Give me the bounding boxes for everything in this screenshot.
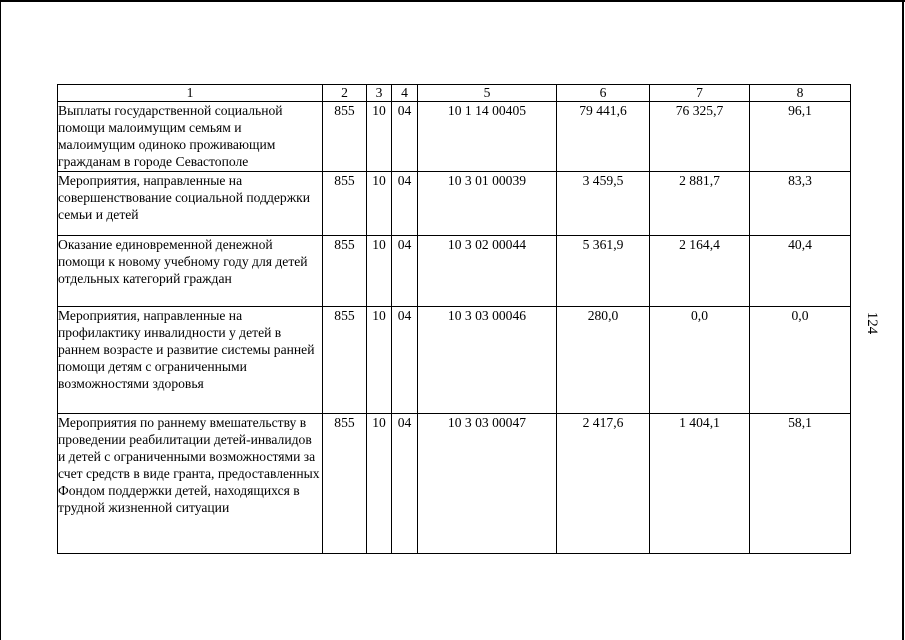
row-value-6: 5 361,9 [557, 236, 650, 307]
header-col-2: 2 [323, 85, 367, 102]
row-code-3: 10 [367, 414, 392, 554]
row-value-6: 280,0 [557, 307, 650, 414]
row-code-3: 10 [367, 172, 392, 236]
header-col-8: 8 [750, 85, 851, 102]
table-row [58, 172, 851, 236]
row-code-3: 10 [367, 307, 392, 414]
row-name: Мероприятия по раннему вмешательству в проведении реабилитации детей-инвалидов и детей с ограниченными возможностями за счет средств в виде гранта, предоставленных Фондом поддержки детей, находящихся в трудной жизненной ситуации [58, 414, 323, 554]
table-row [58, 102, 851, 172]
header-col-1: 1 [58, 85, 323, 102]
row-name: Мероприятия, направленные на совершенствование социальной поддержки семьи и детей [58, 172, 323, 236]
table-header [58, 85, 851, 102]
row-code-5: 10 1 14 00405 [418, 102, 557, 172]
row-code-4: 04 [392, 307, 418, 414]
header-col-7: 7 [650, 85, 750, 102]
row-value-8: 40,4 [750, 236, 851, 307]
row-value-7: 76 325,7 [650, 102, 750, 172]
row-code-4: 04 [392, 236, 418, 307]
header-col-5: 5 [418, 85, 557, 102]
row-code-4: 04 [392, 172, 418, 236]
scan-border-right [902, 0, 904, 640]
scan-border-left [0, 0, 1, 640]
row-value-7: 2 881,7 [650, 172, 750, 236]
row-code-2: 855 [323, 236, 367, 307]
row-code-4: 04 [392, 414, 418, 554]
row-value-8: 58,1 [750, 414, 851, 554]
table-row [58, 307, 851, 414]
row-value-7: 0,0 [650, 307, 750, 414]
row-value-8: 83,3 [750, 172, 851, 236]
row-code-5: 10 3 02 00044 [418, 236, 557, 307]
row-value-6: 2 417,6 [557, 414, 650, 554]
header-col-6: 6 [557, 85, 650, 102]
row-code-5: 10 3 03 00046 [418, 307, 557, 414]
row-code-5: 10 3 03 00047 [418, 414, 557, 554]
header-col-3: 3 [367, 85, 392, 102]
scan-border-top [0, 0, 905, 2]
row-code-4: 04 [392, 102, 418, 172]
row-value-6: 3 459,5 [557, 172, 650, 236]
table-row [58, 414, 851, 554]
table-row [58, 236, 851, 307]
row-name: Мероприятия, направленные на профилактику инвалидности у детей в раннем возрасте и развитие системы ранней помощи детям с ограниченными возможностями здоровья [58, 307, 323, 414]
row-value-7: 2 164,4 [650, 236, 750, 307]
page-number: 124 [864, 311, 880, 335]
row-code-3: 10 [367, 236, 392, 307]
row-code-2: 855 [323, 102, 367, 172]
budget-table [57, 84, 851, 554]
row-code-5: 10 3 01 00039 [418, 172, 557, 236]
row-value-8: 0,0 [750, 307, 851, 414]
row-value-7: 1 404,1 [650, 414, 750, 554]
header-row [58, 85, 851, 102]
row-code-2: 855 [323, 172, 367, 236]
row-name: Выплаты государственной социальной помощи малоимущим семьям и малоимущим одиноко проживающим гражданам в городе Севастополе [58, 102, 323, 172]
row-value-6: 79 441,6 [557, 102, 650, 172]
row-value-8: 96,1 [750, 102, 851, 172]
header-col-4: 4 [392, 85, 418, 102]
row-code-3: 10 [367, 102, 392, 172]
row-code-2: 855 [323, 414, 367, 554]
row-name: Оказание единовременной денежной помощи к новому учебному году для детей отдельных категорий граждан [58, 236, 323, 307]
row-code-2: 855 [323, 307, 367, 414]
